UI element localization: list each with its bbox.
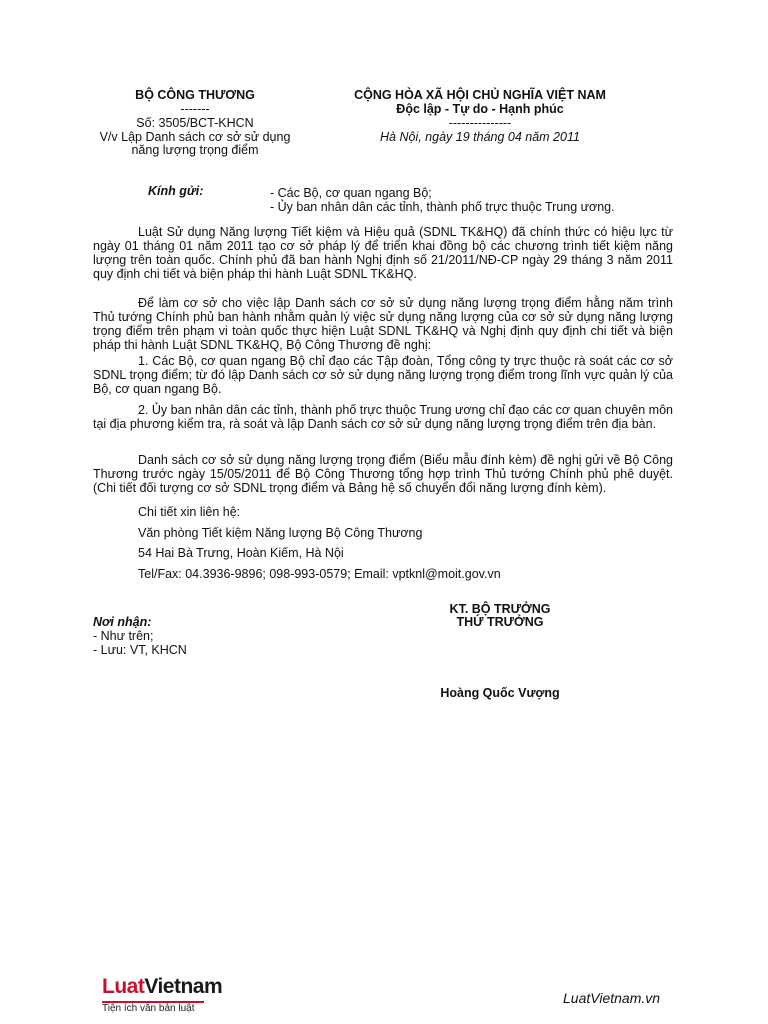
paragraph-2	[93, 296, 673, 352]
luatvietnam-logo[interactable]	[102, 976, 222, 1015]
paragraph-2-text: Để làm cơ sở cho việc lập Danh sách cơ sở sử dụng năng lượng trọng điểm hằng năm trình Thủ tướng Chính phủ ban hành nhằm quản lý việc sử dụng năng lượng của cơ sở sử dụng năng lượng trọng điểm trên phạm vi toàn quốc thực hiện Luật SDNL TK&HQ và Nghị định quy định chi tiết và biện pháp thi hành Luật SDNL TK&HQ, Bộ Công Thương đề nghị:	[93, 296, 673, 352]
recipient-line-1: - Các Bộ, cơ quan ngang Bộ;	[270, 186, 432, 200]
paragraph-3-text: 1. Các Bộ, cơ quan ngang Bộ chỉ đạo các Tập đoàn, Tổng công ty trực thuộc rà soát các cơ sở SDNL trọng điểm; từ đó lập Danh sách cơ sở sử dụng năng lượng trọng điểm trong lĩnh vực quản lý của Bộ, cơ quan ngang Bộ.	[93, 354, 673, 396]
nation-title: CỘNG HÒA XÃ HỘI CHỦ NGHĨA VIỆT NAM	[354, 88, 606, 102]
subject-line-2: năng lượng trọng điểm	[131, 143, 259, 157]
logo-word-vietnam: Vietnam	[144, 975, 223, 998]
paragraph-4-text: 2. Ủy ban nhân dân các tỉnh, thành phố trực thuộc Trung ương chỉ đạo các cơ quan chuyên môn tại địa phương kiểm tra, rà soát và lập Danh sách cơ sở sử dụng năng lượng trọng điểm trên địa bàn.	[93, 403, 673, 431]
document-number: Số: 3505/BCT-KHCN	[136, 116, 254, 130]
ministry-divider: -------	[180, 102, 210, 116]
paragraph-4	[93, 403, 673, 431]
ministry-name: BỘ CÔNG THƯƠNG	[135, 88, 255, 102]
signer-name: Hoàng Quốc Vượng	[440, 686, 560, 700]
recipients-label: Kính gửi:	[148, 184, 204, 198]
motto-divider: ---------------	[448, 116, 512, 130]
contact-intro: Chi tiết xin liên hệ:	[138, 505, 241, 519]
contact-address: 54 Hai Bà Trưng, Hoàn Kiếm, Hà Nội	[138, 546, 344, 560]
recipient-line-2: - Ủy ban nhân dân các tỉnh, thành phố trực thuộc Trung ương.	[270, 200, 615, 214]
logo-tagline: Tiện ích văn bản luật	[102, 1003, 195, 1014]
distribution-label: Nơi nhận:	[93, 615, 152, 629]
subject-line-1: V/v Lập Danh sách cơ sở sử dụng	[99, 130, 291, 144]
distribution-item-2: - Lưu: VT, KHCN	[93, 643, 187, 657]
paragraph-3	[93, 354, 673, 396]
contact-office: Văn phòng Tiết kiệm Năng lượng Bộ Công Thương	[138, 526, 423, 540]
paragraph-5-text: Danh sách cơ sở sử dụng năng lượng trọng điểm (Biểu mẫu đính kèm) đề nghị gửi về Bộ Công Thương trước ngày 15/05/2011 để Bộ Công Thương tổng hợp trình Thủ tướng Chính phủ phê duyệt. (Chi tiết đối tượng cơ sở SDNL trọng điểm và Bảng hệ số chuyển đổi năng lượng đính kèm).	[93, 453, 673, 495]
logo-word-luat: Luat	[102, 975, 145, 998]
national-motto: Độc lập - Tự do - Hạnh phúc	[396, 102, 564, 116]
place-date: Hà Nội, ngày 19 tháng 04 năm 2011	[380, 130, 580, 144]
distribution-item-1: - Như trên;	[93, 629, 154, 643]
paragraph-5	[93, 453, 673, 495]
contact-phone: Tel/Fax: 04.3936-9896; 098-993-0579; Email: vptknl@moit.gov.vn	[138, 567, 501, 581]
signature-title-1: KT. BỘ TRƯỞNG	[449, 602, 551, 616]
site-link[interactable]: LuatVietnam.vn	[563, 990, 661, 1006]
paragraph-1-text: Luật Sử dụng Năng lượng Tiết kiệm và Hiệu quả (SDNL TK&HQ) đã chính thức có hiệu lực từ ngày 01 tháng 01 năm 2011 tạo cơ sở pháp lý để triển khai đồng bộ các chương trình tiết kiệm năng lượng trên toàn quốc. Chính phủ đã ban hành Nghị định số 21/2011/NĐ-CP ngày 29 tháng 3 năm 2011 quy định chi tiết và biện pháp thi hành Luật SDNL TK&HQ.	[93, 225, 673, 281]
paragraph-1	[93, 225, 673, 281]
signature-title-2: THỨ TRƯỞNG	[456, 615, 544, 629]
